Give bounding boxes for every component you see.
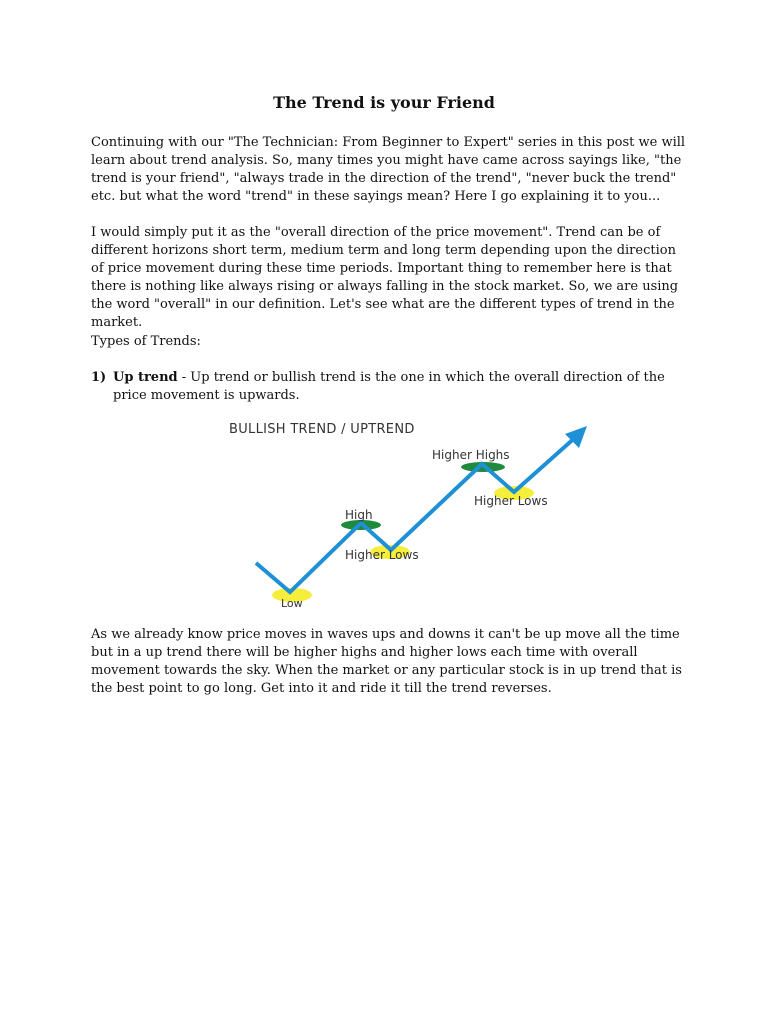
label-higher-lows-1: Higher Lows xyxy=(345,548,419,562)
list-item-body xyxy=(113,369,691,405)
label-higher-highs: Higher Highs xyxy=(432,448,510,462)
trend-line xyxy=(256,435,578,592)
diagram-heading: BULLISH TREND / UPTREND xyxy=(229,422,415,437)
label-higher-lows-2: Higher Lows xyxy=(474,494,548,508)
list-item-term: Up trend xyxy=(113,370,178,385)
paragraph-definition: I would simply put it as the "overall direction of the price movement". Trend can be of different horizons short term, medium term and long term depending upon the direction of price movement during these time periods. Important thing to remember here is that there is nothing like always rising or always falling in the stock market. So, we are using the word "overall" in our definition. Let's see what are the different types of trend in the market. xyxy=(91,225,679,331)
list-item-separator: - xyxy=(177,370,187,385)
document-title: The Trend is your Friend xyxy=(273,93,495,112)
paragraph-conclusion: As we already know price moves in waves ups and downs it can't be up move all the time but in a up trend there will be higher highs and higher lows each time with overall movement towards the sky. When the market or any particular stock is in up trend that is the best point to go long. Get into it and ride it till the trend reverses. xyxy=(91,627,682,697)
paragraph-intro: Continuing with our "The Technician: From Beginner to Expert" series in this post we will learn about trend analysis. So, many times you might have came across sayings like, "the trend is your friend", "always trade in the direction of the trend", "never buck the trend" etc. but what the word "trend" in these sayings mean? Here I go explaining it to you... xyxy=(91,135,686,205)
list-number: 1) xyxy=(91,370,107,385)
list-item-text: Up trend or bullish trend is the one in which the overall direction of the price movement is upwards. xyxy=(113,370,665,404)
paragraph-types-heading: Types of Trends: xyxy=(91,334,201,349)
bullish-trend-diagram xyxy=(225,418,595,613)
label-low: Low xyxy=(281,597,303,610)
label-high: High xyxy=(345,508,373,522)
